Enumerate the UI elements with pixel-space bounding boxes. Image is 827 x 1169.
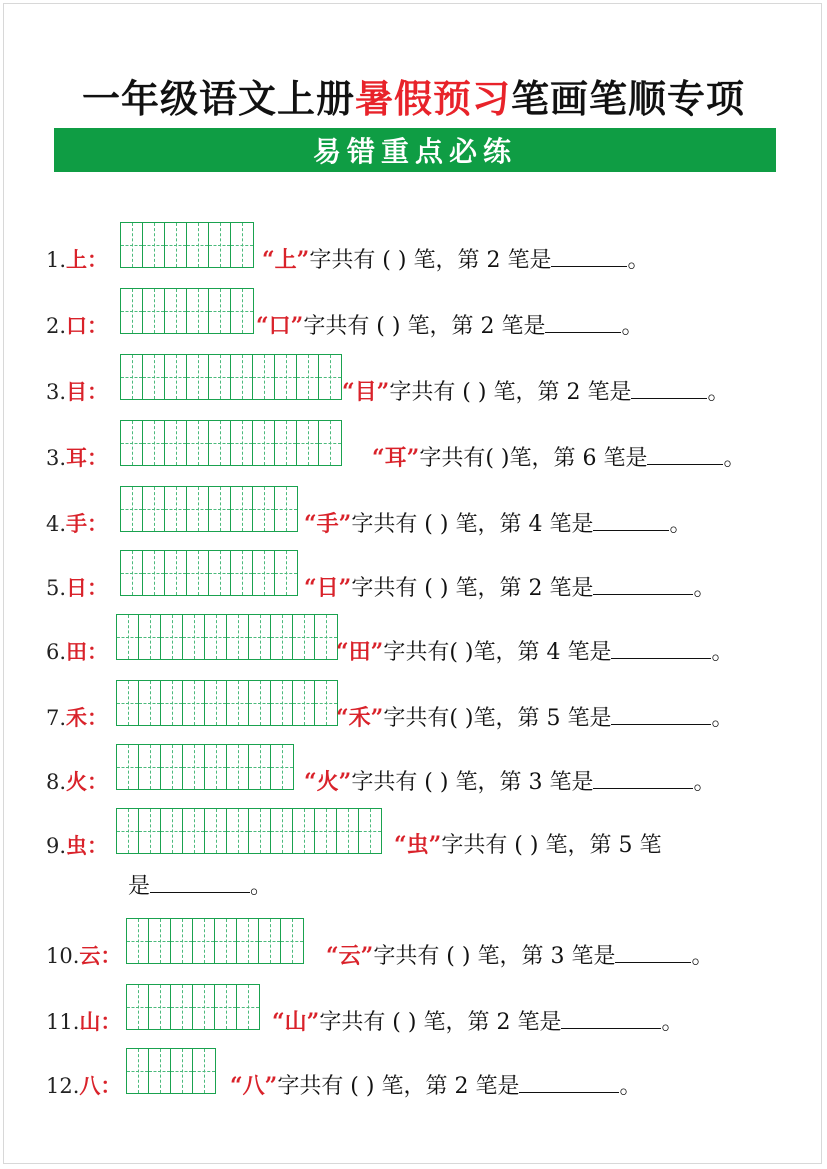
quoted-character: “上”	[262, 247, 310, 273]
grid-cell[interactable]	[205, 615, 227, 659]
grid-cell[interactable]	[297, 355, 319, 399]
grid-cell[interactable]	[271, 681, 293, 725]
quoted-character: “八”	[230, 1073, 278, 1099]
item-label	[46, 944, 121, 968]
grid-cell[interactable]	[259, 919, 281, 963]
grid-cell[interactable]	[183, 809, 205, 853]
quoted-character: “日”	[304, 575, 352, 601]
writing-grid	[120, 354, 342, 400]
writing-grid	[116, 744, 294, 790]
writing-grid	[120, 288, 254, 334]
grid-cell[interactable]	[187, 421, 209, 465]
grid-cell[interactable]	[183, 681, 205, 725]
item9-continuation-end: 。	[250, 874, 273, 899]
item-colon: ：	[100, 1009, 122, 1034]
item-label	[46, 640, 108, 664]
question-end: 。	[661, 1010, 684, 1035]
grid-cell[interactable]	[231, 551, 253, 595]
grid-cell[interactable]	[171, 919, 193, 963]
grid-cell[interactable]	[237, 919, 259, 963]
writing-grid	[126, 1048, 216, 1094]
grid-cell[interactable]	[139, 615, 161, 659]
grid-cell[interactable]	[139, 681, 161, 725]
grid-cell[interactable]	[209, 551, 231, 595]
exercise-item	[0, 222, 827, 273]
grid-cell[interactable]	[183, 745, 205, 789]
grid-cell[interactable]	[187, 487, 209, 531]
item-colon: ：	[87, 247, 109, 272]
grid-cell[interactable]	[165, 223, 187, 267]
question-end: 。	[707, 380, 730, 405]
item-label	[46, 576, 108, 600]
item-number: 7.	[46, 706, 67, 730]
grid-cell[interactable]	[171, 985, 193, 1029]
grid-cell[interactable]	[117, 681, 139, 725]
question-text	[304, 510, 691, 538]
item-colon: ：	[87, 833, 109, 858]
item-number: 6.	[46, 640, 67, 664]
answer-blank[interactable]	[593, 510, 669, 531]
answer-blank[interactable]	[519, 1072, 619, 1093]
grid-cell[interactable]	[275, 421, 297, 465]
grid-cell[interactable]	[253, 421, 275, 465]
question-end: 。	[669, 512, 692, 537]
grid-cell[interactable]	[249, 615, 271, 659]
item-number: 5.	[46, 576, 67, 600]
grid-cell[interactable]	[165, 289, 187, 333]
grid-cell[interactable]	[231, 421, 253, 465]
grid-cell[interactable]	[127, 985, 149, 1029]
grid-cell[interactable]	[319, 355, 341, 399]
item-character: 火	[66, 769, 88, 794]
question-body: 字共有 ( ) 笔，第 2 笔是	[389, 380, 632, 405]
writing-grid	[120, 550, 298, 596]
grid-cell[interactable]	[293, 681, 315, 725]
grid-cell[interactable]	[161, 809, 183, 853]
item-number: 9.	[46, 834, 67, 858]
exercise-item	[0, 1048, 827, 1099]
item-colon: ：	[87, 705, 109, 730]
grid-cell[interactable]	[127, 1049, 149, 1093]
grid-cell[interactable]	[161, 681, 183, 725]
item-character: 口	[66, 313, 88, 338]
item-label	[46, 446, 108, 470]
quoted-character: “禾”	[336, 705, 384, 731]
question-body: 字共有 ( ) 笔，第 2 笔是	[309, 248, 552, 273]
item-label	[46, 314, 108, 338]
quoted-character: “目”	[342, 379, 390, 405]
item-character: 八	[79, 1073, 101, 1098]
grid-cell[interactable]	[143, 223, 165, 267]
exercise-item	[0, 680, 827, 731]
exercise-item	[0, 614, 827, 665]
question-end: 。	[711, 640, 734, 665]
grid-cell[interactable]	[293, 809, 315, 853]
grid-cell[interactable]	[227, 615, 249, 659]
grid-cell[interactable]	[165, 487, 187, 531]
grid-cell[interactable]	[271, 615, 293, 659]
grid-cell[interactable]	[253, 551, 275, 595]
grid-cell[interactable]	[161, 615, 183, 659]
item-character: 耳	[66, 445, 88, 470]
grid-cell[interactable]	[337, 809, 359, 853]
quoted-character: “口”	[256, 313, 304, 339]
grid-cell[interactable]	[187, 289, 209, 333]
question-end: 。	[621, 314, 644, 339]
grid-cell[interactable]	[121, 289, 143, 333]
answer-blank[interactable]	[615, 942, 691, 963]
grid-cell[interactable]	[359, 809, 381, 853]
item-label	[46, 512, 108, 536]
grid-cell[interactable]	[215, 919, 237, 963]
question-body: 字共有 ( ) 笔，第 5 笔	[441, 833, 662, 858]
grid-cell[interactable]	[275, 551, 297, 595]
exercise-item	[0, 984, 827, 1035]
writing-grid	[116, 614, 338, 660]
grid-cell[interactable]	[253, 355, 275, 399]
item-character: 虫	[66, 833, 88, 858]
question-text	[304, 574, 715, 602]
item-label	[46, 1074, 121, 1098]
item-character: 上	[66, 247, 88, 272]
question-body: 字共有 ( ) 笔，第 2 笔是	[351, 576, 594, 601]
writing-grid	[120, 222, 254, 268]
question-body: 字共有( )笔，第 4 笔是	[383, 640, 612, 665]
grid-cell[interactable]	[117, 615, 139, 659]
grid-cell[interactable]	[205, 681, 227, 725]
answer-blank[interactable]	[611, 638, 711, 659]
grid-cell[interactable]	[275, 487, 297, 531]
grid-cell[interactable]	[121, 223, 143, 267]
answer-blank[interactable]	[647, 444, 723, 465]
question-end: 。	[723, 446, 746, 471]
item-colon: ：	[87, 511, 109, 536]
exercise-item	[0, 744, 827, 795]
quoted-character: “手”	[304, 511, 352, 537]
grid-cell[interactable]	[209, 223, 231, 267]
grid-cell[interactable]	[209, 487, 231, 531]
answer-blank[interactable]	[561, 1008, 661, 1029]
item-colon: ：	[87, 575, 109, 600]
question-end: 。	[627, 248, 650, 273]
grid-cell[interactable]	[127, 919, 149, 963]
question-end: 。	[693, 770, 716, 795]
answer-blank[interactable]	[611, 704, 711, 725]
question-body: 字共有 ( ) 笔，第 2 笔是	[277, 1074, 520, 1099]
answer-blank[interactable]	[593, 574, 693, 595]
answer-blank[interactable]	[631, 378, 707, 399]
quoted-character: “火”	[304, 769, 352, 795]
exercise-item	[0, 486, 827, 537]
exercise-item	[0, 808, 827, 856]
grid-cell[interactable]	[149, 1049, 171, 1093]
question-body: 字共有 ( ) 笔，第 2 笔是	[303, 314, 546, 339]
writing-grid	[120, 486, 298, 532]
grid-cell[interactable]	[117, 745, 139, 789]
item-colon: ：	[87, 445, 109, 470]
title-accent: 暑假预习	[354, 77, 511, 121]
grid-cell[interactable]	[209, 355, 231, 399]
grid-cell[interactable]	[209, 289, 231, 333]
question-body: 字共有 ( ) 笔，第 4 笔是	[351, 512, 594, 537]
writing-grid	[116, 808, 382, 854]
question-end: 。	[691, 944, 714, 969]
grid-cell[interactable]	[193, 1049, 215, 1093]
item-label	[46, 248, 108, 272]
grid-cell[interactable]	[117, 809, 139, 853]
question-body: 字共有 ( ) 笔，第 2 笔是	[319, 1010, 562, 1035]
grid-cell[interactable]	[121, 487, 143, 531]
title-part1: 一年级语文上册	[81, 77, 355, 121]
grid-cell[interactable]	[231, 289, 253, 333]
question-end: 。	[711, 706, 734, 731]
quoted-character: “耳”	[372, 445, 420, 471]
grid-cell[interactable]	[231, 487, 253, 531]
item-number: 3.	[46, 446, 67, 470]
exercise-item	[0, 918, 827, 969]
answer-blank[interactable]	[545, 312, 621, 333]
item-number: 10.	[46, 944, 80, 968]
question-body: 字共有( )笔，第 5 笔是	[383, 706, 612, 731]
item-number: 4.	[46, 512, 67, 536]
question-text	[304, 768, 715, 796]
grid-cell[interactable]	[187, 223, 209, 267]
grid-cell[interactable]	[143, 551, 165, 595]
grid-cell[interactable]	[149, 919, 171, 963]
exercise-item	[0, 288, 827, 339]
item-number: 8.	[46, 770, 67, 794]
item-label	[46, 770, 108, 794]
grid-cell[interactable]	[319, 421, 341, 465]
grid-cell[interactable]	[271, 809, 293, 853]
item-label	[46, 1010, 121, 1034]
question-end: 。	[619, 1074, 642, 1099]
grid-cell[interactable]	[205, 745, 227, 789]
grid-cell[interactable]	[227, 745, 249, 789]
grid-cell[interactable]	[139, 745, 161, 789]
item-character: 山	[79, 1009, 101, 1034]
answer-blank[interactable]	[551, 246, 627, 267]
item-label	[46, 834, 108, 858]
grid-cell[interactable]	[249, 681, 271, 725]
grid-cell[interactable]	[281, 919, 303, 963]
item-character: 日	[66, 575, 88, 600]
grid-cell[interactable]	[171, 1049, 193, 1093]
grid-cell[interactable]	[139, 809, 161, 853]
grid-cell[interactable]	[231, 223, 253, 267]
writing-grid	[120, 420, 342, 466]
question-text	[342, 378, 729, 406]
quoted-character: “山”	[272, 1009, 320, 1035]
grid-cell[interactable]	[193, 919, 215, 963]
question-body: 字共有 ( ) 笔，第 3 笔是	[351, 770, 594, 795]
grid-cell[interactable]	[121, 421, 143, 465]
banner-text: 易错重点必练	[312, 135, 517, 168]
item-number: 1.	[46, 248, 67, 272]
grid-cell[interactable]	[121, 355, 143, 399]
grid-cell[interactable]	[143, 289, 165, 333]
grid-cell[interactable]	[209, 421, 231, 465]
grid-cell[interactable]	[193, 985, 215, 1029]
grid-cell[interactable]	[143, 421, 165, 465]
question-text	[372, 444, 745, 472]
grid-cell[interactable]	[143, 487, 165, 531]
item-number: 12.	[46, 1074, 80, 1098]
writing-grid	[126, 918, 304, 964]
question-body: 字共有( )笔，第 6 笔是	[419, 446, 648, 471]
grid-cell[interactable]	[249, 809, 271, 853]
grid-cell[interactable]	[315, 681, 337, 725]
grid-cell[interactable]	[205, 809, 227, 853]
grid-cell[interactable]	[315, 615, 337, 659]
grid-cell[interactable]	[297, 421, 319, 465]
exercise-item	[0, 550, 827, 601]
item-label	[46, 380, 108, 404]
grid-cell[interactable]	[315, 809, 337, 853]
grid-cell[interactable]	[183, 615, 205, 659]
question-text	[272, 1008, 683, 1036]
item-colon: ：	[87, 639, 109, 664]
writing-grid	[116, 680, 338, 726]
grid-cell[interactable]	[275, 355, 297, 399]
quoted-character: “虫”	[394, 832, 442, 858]
grid-cell[interactable]	[143, 355, 165, 399]
item-character: 手	[66, 511, 88, 536]
exercise-item	[0, 354, 827, 405]
item-colon: ：	[87, 379, 109, 404]
grid-cell[interactable]	[293, 615, 315, 659]
item-character: 云	[79, 943, 101, 968]
grid-cell[interactable]	[187, 355, 209, 399]
question-text	[230, 1072, 641, 1100]
answer-blank[interactable]	[593, 768, 693, 789]
writing-grid	[126, 984, 260, 1030]
subtitle-banner	[54, 128, 776, 172]
grid-cell[interactable]	[165, 551, 187, 595]
question-body: 字共有 ( ) 笔，第 3 笔是	[373, 944, 616, 969]
item-number: 2.	[46, 314, 67, 338]
quoted-character: “云”	[326, 943, 374, 969]
item9-continuation	[128, 872, 272, 900]
grid-cell[interactable]	[227, 809, 249, 853]
page-title	[0, 68, 827, 123]
grid-cell[interactable]	[121, 551, 143, 595]
item-colon: ：	[100, 1073, 122, 1098]
quoted-character: “田”	[336, 639, 384, 665]
grid-cell[interactable]	[249, 745, 271, 789]
grid-cell[interactable]	[271, 745, 293, 789]
question-text	[394, 832, 661, 859]
question-text	[336, 638, 733, 666]
grid-cell[interactable]	[231, 355, 253, 399]
item-colon: ：	[87, 313, 109, 338]
question-text	[262, 246, 649, 274]
exercise-item	[0, 420, 827, 471]
grid-cell[interactable]	[227, 681, 249, 725]
question-end: 。	[693, 576, 716, 601]
grid-cell[interactable]	[149, 985, 171, 1029]
title-part2: 笔画笔顺专项	[511, 77, 746, 121]
question-text	[326, 942, 713, 970]
item-character: 目	[66, 379, 88, 404]
grid-cell[interactable]	[187, 551, 209, 595]
item9-continuation-text: 是	[128, 874, 151, 899]
item-number: 3.	[46, 380, 67, 404]
grid-cell[interactable]	[165, 421, 187, 465]
item-number: 11.	[46, 1010, 80, 1034]
question-text	[336, 704, 733, 732]
grid-cell[interactable]	[237, 985, 259, 1029]
item-character: 田	[66, 639, 88, 664]
grid-cell[interactable]	[161, 745, 183, 789]
item-colon: ：	[100, 943, 122, 968]
question-text	[256, 312, 643, 340]
item-character: 禾	[66, 705, 88, 730]
grid-cell[interactable]	[165, 355, 187, 399]
item-label	[46, 706, 108, 730]
answer-blank[interactable]	[150, 872, 250, 893]
grid-cell[interactable]	[253, 487, 275, 531]
grid-cell[interactable]	[215, 985, 237, 1029]
item-colon: ：	[87, 769, 109, 794]
